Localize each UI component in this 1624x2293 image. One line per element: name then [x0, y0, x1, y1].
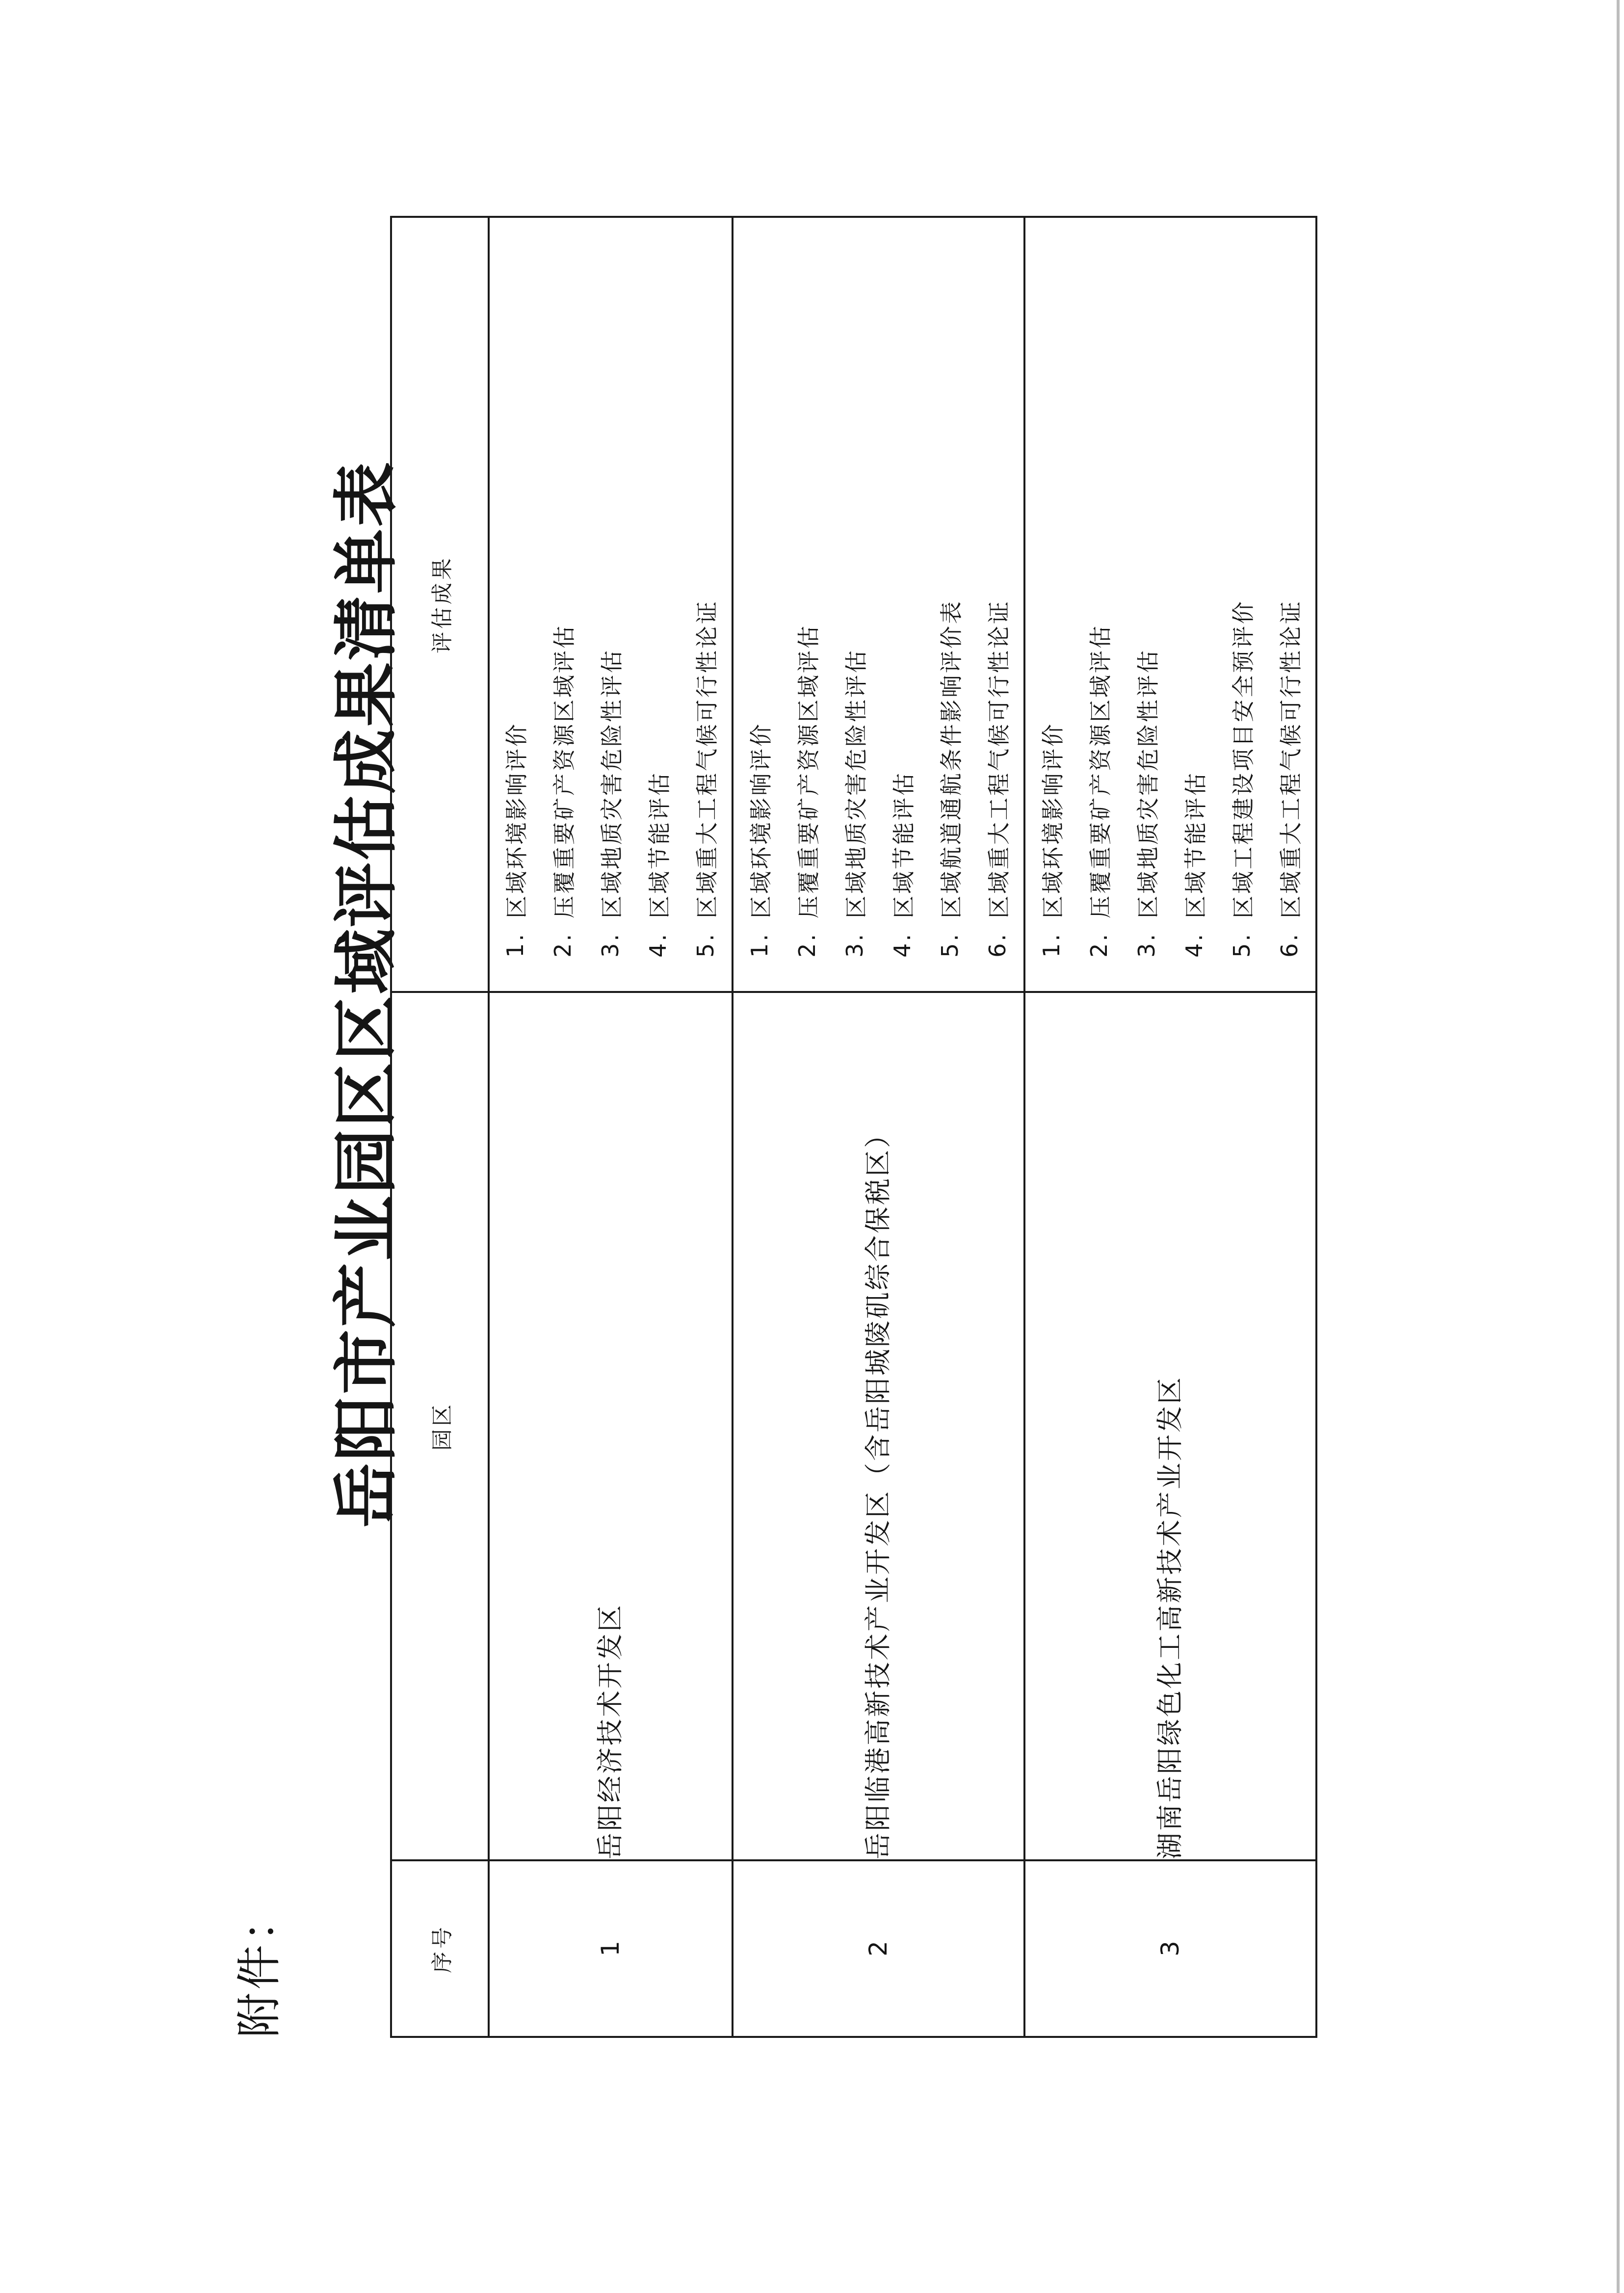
results-table [390, 216, 1317, 2038]
result-item: 4. 区域节能评估 [645, 771, 673, 958]
result-item: 2. 压覆重要矿产资源区域评估 [1085, 624, 1114, 958]
table-row [733, 217, 1024, 2037]
result-item: 5. 区域航道通航条件影响评价表 [936, 599, 965, 958]
result-item: 3. 区域地质灾害危险性评估 [597, 649, 626, 958]
result-item: 1. 区域环境影响评价 [1038, 722, 1066, 958]
header-results: 评估成果 [391, 217, 489, 992]
document-title: 岳阳市产业园区区域评估成果清单表 [328, 460, 404, 1528]
result-item: 6. 区域重大工程气候可行性论证 [984, 599, 1012, 958]
row-seq: 2 [733, 1860, 1024, 2037]
row-park: 湖南岳阳绿色化工高新技术产业开发区 [1024, 992, 1316, 1860]
result-item: 2. 压覆重要矿产资源区域评估 [550, 624, 578, 958]
result-item: 2. 压覆重要矿产资源区域评估 [793, 624, 822, 958]
result-item: 6. 区域重大工程气候可行性论证 [1276, 599, 1304, 958]
table-row [489, 217, 733, 2037]
result-item: 4. 区域节能评估 [889, 771, 917, 958]
row-seq: 3 [1024, 1860, 1316, 2037]
header-seq: 序号 [391, 1860, 489, 2037]
row-results [1024, 217, 1316, 992]
row-results [733, 217, 1024, 992]
result-item: 3. 区域地质灾害危险性评估 [1133, 649, 1161, 958]
row-results [489, 217, 733, 992]
result-item: 4. 区域节能评估 [1180, 771, 1209, 958]
scan-edge-divider [1617, 0, 1620, 2293]
row-park: 岳阳临港高新技术产业开发区（含岳阳城陵矶综合保税区） [733, 992, 1024, 1860]
attachment-label: 附件： [233, 1893, 286, 2038]
row-park: 岳阳经济技术开发区 [489, 992, 733, 1860]
result-item: 1. 区域环境影响评价 [502, 722, 530, 958]
result-item: 1. 区域环境影响评价 [746, 722, 774, 958]
table-header-row [391, 217, 489, 2037]
table-row [1024, 217, 1316, 2037]
header-park: 园区 [391, 992, 489, 1860]
result-item: 3. 区域地质灾害危险性评估 [841, 649, 869, 958]
row-seq: 1 [489, 1860, 733, 2037]
result-item: 5. 区域工程建设项目安全预评价 [1228, 599, 1257, 958]
result-item: 5. 区域重大工程气候可行性论证 [692, 599, 721, 958]
